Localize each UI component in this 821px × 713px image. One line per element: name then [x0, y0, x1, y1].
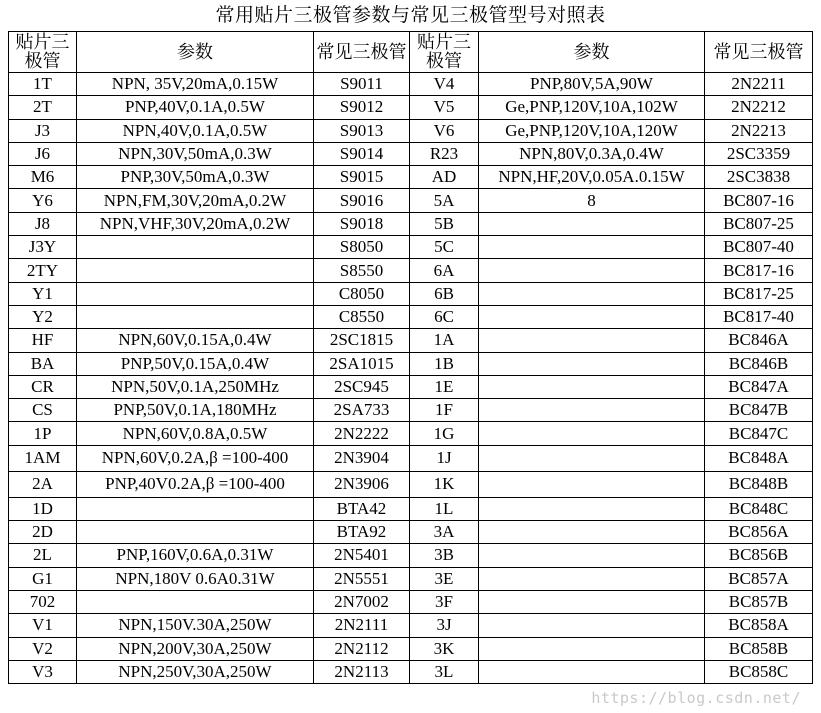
cell-smd-code-right: V5	[410, 96, 479, 119]
cell-common-model-right: BC848B	[705, 471, 813, 497]
cell-params-right	[479, 660, 705, 683]
cell-common-model-left: 2N3906	[314, 471, 410, 497]
header-smd-code-left: 贴片三极管	[9, 32, 77, 73]
cell-params-left: NPN,50V,0.1A,250MHz	[77, 375, 314, 398]
cell-common-model-right: BC858B	[705, 637, 813, 660]
table-row	[9, 189, 813, 212]
cell-smd-code-right: V4	[410, 73, 479, 96]
cell-params-right	[479, 352, 705, 375]
cell-smd-code-right: 1G	[410, 422, 479, 445]
cell-common-model-right: 2SC3838	[705, 166, 813, 189]
table-row	[9, 259, 813, 282]
table-title: 常用贴片三极管参数与常见三极管型号对照表	[215, 5, 606, 26]
cell-params-right	[479, 521, 705, 544]
cell-smd-code-right: 3B	[410, 544, 479, 567]
cell-params-right	[479, 590, 705, 613]
cell-params-right	[479, 399, 705, 422]
cell-common-model-right: BC858A	[705, 614, 813, 637]
cell-smd-code-left: 1T	[9, 73, 77, 96]
cell-smd-code-right: 3E	[410, 567, 479, 590]
cell-smd-code-left: J3	[9, 119, 77, 142]
cell-smd-code-right: 3J	[410, 614, 479, 637]
cell-common-model-left: 2N7002	[314, 590, 410, 613]
cell-params-right	[479, 282, 705, 305]
cell-params-left: NPN,60V,0.15A,0.4W	[77, 329, 314, 352]
cell-params-left: PNP,50V,0.1A,180MHz	[77, 399, 314, 422]
cell-common-model-right: BC817-16	[705, 259, 813, 282]
cell-params-left: PNP,30V,50mA,0.3W	[77, 166, 314, 189]
watermark: https://blog.csdn.net/	[591, 689, 801, 707]
cell-common-model-left: BTA92	[314, 521, 410, 544]
cell-smd-code-left: 1D	[9, 497, 77, 520]
cell-common-model-right: BC846B	[705, 352, 813, 375]
cell-smd-code-left: V3	[9, 660, 77, 683]
cell-smd-code-left: BA	[9, 352, 77, 375]
cell-common-model-left: S9014	[314, 142, 410, 165]
cell-common-model-left: 2N3904	[314, 445, 410, 471]
cell-smd-code-left: Y2	[9, 305, 77, 328]
cell-params-left	[77, 236, 314, 259]
cell-params-right	[479, 567, 705, 590]
cell-params-right: 8	[479, 189, 705, 212]
header-smd-code-right: 贴片三极管	[410, 32, 479, 73]
cell-params-left	[77, 282, 314, 305]
cell-params-right	[479, 212, 705, 235]
cell-smd-code-right: 1E	[410, 375, 479, 398]
table-row	[9, 96, 813, 119]
table-row	[9, 590, 813, 613]
cell-params-left	[77, 590, 314, 613]
cell-params-left: NPN,FM,30V,20mA,0.2W	[77, 189, 314, 212]
cell-common-model-right: BC856A	[705, 521, 813, 544]
cell-common-model-left: 2N5401	[314, 544, 410, 567]
table-row	[9, 567, 813, 590]
table-row	[9, 236, 813, 259]
cell-common-model-right: BC807-25	[705, 212, 813, 235]
header-common-model-right: 常见三极管	[705, 32, 813, 73]
cell-smd-code-right: 6A	[410, 259, 479, 282]
table-row	[9, 73, 813, 96]
header-params-left: 参数	[77, 32, 314, 73]
cell-smd-code-left: 702	[9, 590, 77, 613]
cell-smd-code-right: 1B	[410, 352, 479, 375]
table-row	[9, 544, 813, 567]
cell-params-left	[77, 497, 314, 520]
cell-smd-code-right: 5C	[410, 236, 479, 259]
cell-params-right	[479, 305, 705, 328]
table-row	[9, 305, 813, 328]
header-row	[9, 32, 813, 73]
cell-params-left: NPN,30V,50mA,0.3W	[77, 142, 314, 165]
cell-smd-code-right: 5B	[410, 212, 479, 235]
table-row	[9, 497, 813, 520]
cell-params-left: PNP,160V,0.6A,0.31W	[77, 544, 314, 567]
cell-params-left: PNP,40V,0.1A,0.5W	[77, 96, 314, 119]
cell-smd-code-left: CR	[9, 375, 77, 398]
table-row	[9, 142, 813, 165]
cell-smd-code-left: G1	[9, 567, 77, 590]
cell-params-right: NPN,HF,20V,0.05A.0.15W	[479, 166, 705, 189]
cell-smd-code-right: V6	[410, 119, 479, 142]
cell-common-model-right: BC856B	[705, 544, 813, 567]
cell-common-model-left: S8050	[314, 236, 410, 259]
cell-common-model-left: C8550	[314, 305, 410, 328]
cell-smd-code-right: 1J	[410, 445, 479, 471]
cell-smd-code-right: 5A	[410, 189, 479, 212]
cell-smd-code-right: 6B	[410, 282, 479, 305]
cell-params-right	[479, 329, 705, 352]
cell-common-model-right: BC817-40	[705, 305, 813, 328]
cell-params-right: Ge,PNP,120V,10A,102W	[479, 96, 705, 119]
cell-smd-code-left: M6	[9, 166, 77, 189]
table-row	[9, 614, 813, 637]
cell-params-left	[77, 521, 314, 544]
table-row	[9, 329, 813, 352]
table-row	[9, 422, 813, 445]
cell-params-right	[479, 544, 705, 567]
table-row	[9, 660, 813, 683]
table-row	[9, 212, 813, 235]
cell-smd-code-left: 2TY	[9, 259, 77, 282]
cell-params-left: NPN,VHF,30V,20mA,0.2W	[77, 212, 314, 235]
cell-params-left: PNP,50V,0.15A,0.4W	[77, 352, 314, 375]
cell-params-left: NPN,60V,0.2A,β =100-400	[77, 445, 314, 471]
cell-smd-code-left: 2D	[9, 521, 77, 544]
cell-params-right	[479, 422, 705, 445]
cell-common-model-right: BC858C	[705, 660, 813, 683]
table-row	[9, 282, 813, 305]
cell-smd-code-right: 1K	[410, 471, 479, 497]
cell-common-model-right: BC857B	[705, 590, 813, 613]
cell-common-model-right: BC817-25	[705, 282, 813, 305]
cell-smd-code-left: J3Y	[9, 236, 77, 259]
cell-smd-code-left: 1P	[9, 422, 77, 445]
cell-smd-code-left: V1	[9, 614, 77, 637]
cell-params-right	[479, 236, 705, 259]
cell-smd-code-right: AD	[410, 166, 479, 189]
cell-smd-code-right: 1A	[410, 329, 479, 352]
cell-params-right	[479, 614, 705, 637]
cell-smd-code-left: J8	[9, 212, 77, 235]
cell-common-model-left: S9018	[314, 212, 410, 235]
table-row	[9, 445, 813, 471]
header-common-model-left: 常见三极管	[314, 32, 410, 73]
cell-common-model-left: 2SA1015	[314, 352, 410, 375]
transistor-reference-table	[8, 31, 813, 684]
cell-smd-code-left: 1AM	[9, 445, 77, 471]
cell-params-right	[479, 259, 705, 282]
cell-smd-code-right: 3A	[410, 521, 479, 544]
cell-common-model-right: 2SC3359	[705, 142, 813, 165]
cell-params-left	[77, 259, 314, 282]
cell-smd-code-left: HF	[9, 329, 77, 352]
cell-smd-code-left: CS	[9, 399, 77, 422]
cell-params-right	[479, 445, 705, 471]
cell-smd-code-left: J6	[9, 142, 77, 165]
cell-common-model-left: S9011	[314, 73, 410, 96]
cell-common-model-right: BC848C	[705, 497, 813, 520]
cell-common-model-right: BC848A	[705, 445, 813, 471]
cell-params-right: PNP,80V,5A,90W	[479, 73, 705, 96]
cell-params-right	[479, 375, 705, 398]
cell-params-right	[479, 497, 705, 520]
cell-params-left: NPN, 35V,20mA,0.15W	[77, 73, 314, 96]
cell-common-model-right: BC857A	[705, 567, 813, 590]
cell-params-left: NPN,40V,0.1A,0.5W	[77, 119, 314, 142]
cell-params-left: NPN,180V 0.6A0.31W	[77, 567, 314, 590]
cell-common-model-right: BC807-40	[705, 236, 813, 259]
cell-smd-code-left: 2L	[9, 544, 77, 567]
cell-common-model-right: 2N2211	[705, 73, 813, 96]
cell-smd-code-left: 2A	[9, 471, 77, 497]
table-row	[9, 399, 813, 422]
cell-common-model-right: 2N2213	[705, 119, 813, 142]
cell-common-model-right: 2N2212	[705, 96, 813, 119]
cell-common-model-left: BTA42	[314, 497, 410, 520]
cell-smd-code-right: 3L	[410, 660, 479, 683]
cell-smd-code-left: Y6	[9, 189, 77, 212]
cell-common-model-left: S8550	[314, 259, 410, 282]
cell-smd-code-right: 6C	[410, 305, 479, 328]
cell-params-right	[479, 637, 705, 660]
cell-params-right: NPN,80V,0.3A,0.4W	[479, 142, 705, 165]
cell-params-left	[77, 305, 314, 328]
cell-params-left: NPN,250V,30A,250W	[77, 660, 314, 683]
cell-common-model-left: 2N2113	[314, 660, 410, 683]
cell-params-right: Ge,PNP,120V,10A,120W	[479, 119, 705, 142]
cell-common-model-left: 2N2111	[314, 614, 410, 637]
table-row	[9, 375, 813, 398]
cell-common-model-right: BC846A	[705, 329, 813, 352]
cell-common-model-right: BC847C	[705, 422, 813, 445]
cell-common-model-left: 2N5551	[314, 567, 410, 590]
cell-params-left: NPN,60V,0.8A,0.5W	[77, 422, 314, 445]
table-row	[9, 521, 813, 544]
cell-smd-code-left: V2	[9, 637, 77, 660]
cell-smd-code-right: R23	[410, 142, 479, 165]
table-row	[9, 119, 813, 142]
cell-common-model-left: 2SC945	[314, 375, 410, 398]
cell-common-model-right: BC847A	[705, 375, 813, 398]
cell-params-left: NPN,200V,30A,250W	[77, 637, 314, 660]
cell-common-model-left: S9016	[314, 189, 410, 212]
cell-smd-code-right: 3F	[410, 590, 479, 613]
cell-common-model-left: 2SA733	[314, 399, 410, 422]
cell-smd-code-left: Y1	[9, 282, 77, 305]
cell-common-model-right: BC807-16	[705, 189, 813, 212]
cell-common-model-right: BC847B	[705, 399, 813, 422]
cell-smd-code-right: 1F	[410, 399, 479, 422]
cell-common-model-left: 2N2112	[314, 637, 410, 660]
table-row	[9, 471, 813, 497]
cell-common-model-left: S9012	[314, 96, 410, 119]
table-row	[9, 352, 813, 375]
cell-common-model-left: 2N2222	[314, 422, 410, 445]
table-row	[9, 637, 813, 660]
cell-smd-code-left: 2T	[9, 96, 77, 119]
header-params-right: 参数	[479, 32, 705, 73]
cell-smd-code-right: 1L	[410, 497, 479, 520]
cell-common-model-left: S9015	[314, 166, 410, 189]
cell-params-left: PNP,40V0.2A,β =100-400	[77, 471, 314, 497]
cell-common-model-left: C8050	[314, 282, 410, 305]
table-row	[9, 166, 813, 189]
cell-common-model-left: S9013	[314, 119, 410, 142]
cell-params-left: NPN,150V.30A,250W	[77, 614, 314, 637]
cell-common-model-left: 2SC1815	[314, 329, 410, 352]
cell-params-right	[479, 471, 705, 497]
cell-smd-code-right: 3K	[410, 637, 479, 660]
